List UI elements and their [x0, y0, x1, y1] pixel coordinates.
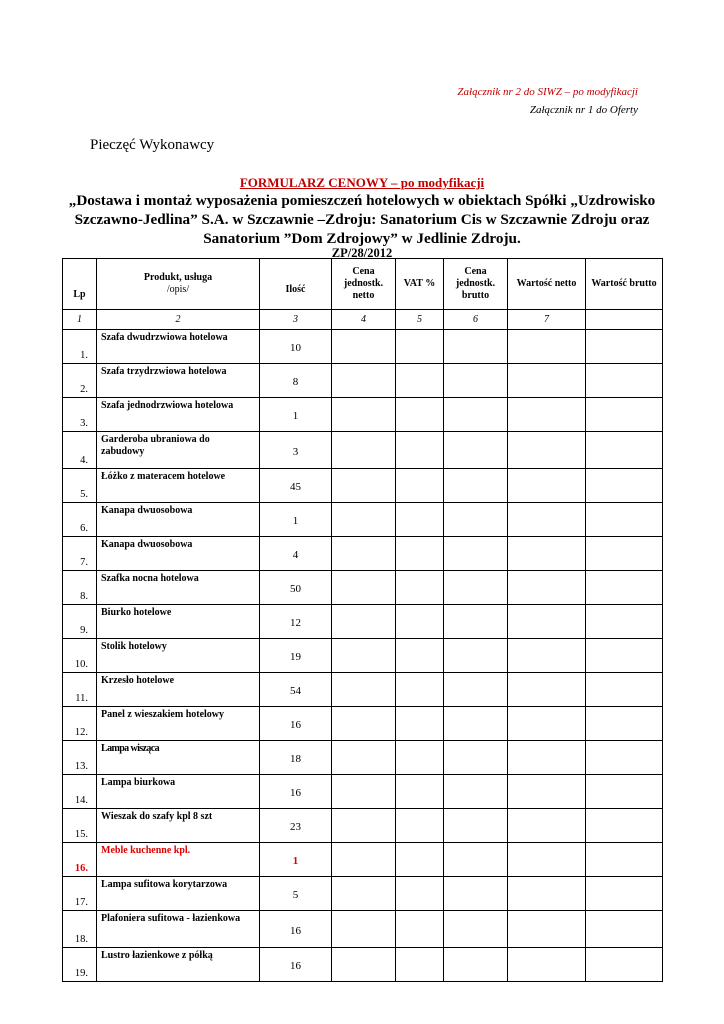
quantity: 54 — [260, 673, 332, 707]
product-name: Garderoba ubraniowa do zabudowy — [97, 432, 260, 469]
unit-net-price-cell[interactable] — [332, 330, 396, 364]
gross-value-cell[interactable] — [586, 741, 663, 775]
vat-cell[interactable] — [396, 741, 444, 775]
annex-reference-siwz: Załącznik nr 2 do SIWZ – po modyfikacji — [457, 86, 638, 98]
quantity: 1 — [260, 843, 332, 877]
vat-cell[interactable] — [396, 432, 444, 469]
quantity: 3 — [260, 432, 332, 469]
unit-net-price-cell[interactable] — [332, 639, 396, 673]
gross-value-cell[interactable] — [586, 503, 663, 537]
unit-net-price-cell[interactable] — [332, 605, 396, 639]
net-value-cell[interactable] — [508, 605, 586, 639]
row-number: 4. — [63, 432, 97, 469]
vat-cell[interactable] — [396, 948, 444, 982]
gross-value-cell[interactable] — [586, 639, 663, 673]
unit-gross-price-cell[interactable] — [444, 571, 508, 605]
table-row — [63, 809, 663, 843]
unit-gross-price-cell[interactable] — [444, 843, 508, 877]
header-lp: Lp — [63, 259, 97, 310]
product-name: Meble kuchenne kpl. — [97, 843, 260, 877]
table-row — [63, 432, 663, 469]
column-number: 3 — [260, 310, 332, 330]
product-name: Szafa trzydrzwiowa hotelowa — [97, 364, 260, 398]
net-value-cell[interactable] — [508, 364, 586, 398]
net-value-cell[interactable] — [508, 843, 586, 877]
product-name: Panel z wieszakiem hotelowy — [97, 707, 260, 741]
net-value-cell[interactable] — [508, 398, 586, 432]
unit-net-price-cell[interactable] — [332, 877, 396, 911]
row-number: 13. — [63, 741, 97, 775]
unit-net-price-cell[interactable] — [332, 911, 396, 948]
net-value-cell[interactable] — [508, 673, 586, 707]
vat-cell[interactable] — [396, 911, 444, 948]
unit-net-price-cell[interactable] — [332, 775, 396, 809]
table-row — [63, 775, 663, 809]
unit-gross-price-cell[interactable] — [444, 948, 508, 982]
column-number-row — [63, 310, 663, 330]
unit-net-price-cell[interactable] — [332, 571, 396, 605]
gross-value-cell[interactable] — [586, 673, 663, 707]
unit-gross-price-cell[interactable] — [444, 432, 508, 469]
unit-gross-price-cell[interactable] — [444, 707, 508, 741]
table-row — [63, 741, 663, 775]
column-number: 7 — [508, 310, 586, 330]
gross-value-cell[interactable] — [586, 911, 663, 948]
product-name: Szafa jednodrzwiowa hotelowa — [97, 398, 260, 432]
column-number — [586, 310, 663, 330]
column-number: 2 — [97, 310, 260, 330]
unit-net-price-cell[interactable] — [332, 707, 396, 741]
vat-cell[interactable] — [396, 673, 444, 707]
table-header-row — [63, 259, 663, 310]
product-name: Lampa biurkowa — [97, 775, 260, 809]
quantity: 45 — [260, 469, 332, 503]
header-net-value: Wartość netto — [508, 259, 586, 310]
column-number: 1 — [63, 310, 97, 330]
gross-value-cell[interactable] — [586, 877, 663, 911]
product-name: Szafa dwudrzwiowa hotelowa — [97, 330, 260, 364]
header-unit-gross-price: Cena jednostk. brutto — [444, 259, 508, 310]
table-row — [63, 877, 663, 911]
table-row — [63, 571, 663, 605]
product-name: Kanapa dwuosobowa — [97, 503, 260, 537]
unit-gross-price-cell[interactable] — [444, 469, 508, 503]
quantity: 5 — [260, 877, 332, 911]
vat-cell[interactable] — [396, 707, 444, 741]
gross-value-cell[interactable] — [586, 948, 663, 982]
quantity: 18 — [260, 741, 332, 775]
gross-value-cell[interactable] — [586, 809, 663, 843]
unit-net-price-cell[interactable] — [332, 537, 396, 571]
net-value-cell[interactable] — [508, 911, 586, 948]
table-row — [63, 469, 663, 503]
gross-value-cell[interactable] — [586, 605, 663, 639]
quantity: 16 — [260, 911, 332, 948]
product-name: Wieszak do szafy kpl 8 szt — [97, 809, 260, 843]
row-number: 6. — [63, 503, 97, 537]
net-value-cell[interactable] — [508, 432, 586, 469]
product-name: Stolik hotelowy — [97, 639, 260, 673]
quantity: 1 — [260, 503, 332, 537]
net-value-cell[interactable] — [508, 469, 586, 503]
product-name: Kanapa dwuosobowa — [97, 537, 260, 571]
row-number: 9. — [63, 605, 97, 639]
quantity: 1 — [260, 398, 332, 432]
quantity: 8 — [260, 364, 332, 398]
vat-cell[interactable] — [396, 605, 444, 639]
table-row — [63, 537, 663, 571]
row-number: 17. — [63, 877, 97, 911]
row-number: 11. — [63, 673, 97, 707]
header-quantity: Ilość — [260, 259, 332, 310]
header-gross-value: Wartość brutto — [586, 259, 663, 310]
gross-value-cell[interactable] — [586, 469, 663, 503]
net-value-cell[interactable] — [508, 741, 586, 775]
row-number: 3. — [63, 398, 97, 432]
gross-value-cell[interactable] — [586, 843, 663, 877]
unit-gross-price-cell[interactable] — [444, 911, 508, 948]
contractor-stamp-label: Pieczęć Wykonawcy — [90, 137, 215, 153]
unit-net-price-cell[interactable] — [332, 432, 396, 469]
row-number: 2. — [63, 364, 97, 398]
column-number: 6 — [444, 310, 508, 330]
product-name: Lampa sufitowa korytarzowa — [97, 877, 260, 911]
vat-cell[interactable] — [396, 877, 444, 911]
quantity: 23 — [260, 809, 332, 843]
gross-value-cell[interactable] — [586, 330, 663, 364]
unit-net-price-cell[interactable] — [332, 503, 396, 537]
quantity: 19 — [260, 639, 332, 673]
table-row — [63, 948, 663, 982]
row-number: 10. — [63, 639, 97, 673]
unit-net-price-cell[interactable] — [332, 398, 396, 432]
vat-cell[interactable] — [396, 364, 444, 398]
unit-net-price-cell[interactable] — [332, 673, 396, 707]
net-value-cell[interactable] — [508, 330, 586, 364]
net-value-cell[interactable] — [508, 503, 586, 537]
product-name: Plafoniera sufitowa - łazienkowa — [97, 911, 260, 948]
row-number: 5. — [63, 469, 97, 503]
unit-gross-price-cell[interactable] — [444, 503, 508, 537]
table-row — [63, 330, 663, 364]
row-number: 15. — [63, 809, 97, 843]
vat-cell[interactable] — [396, 571, 444, 605]
net-value-cell[interactable] — [508, 775, 586, 809]
unit-gross-price-cell[interactable] — [444, 537, 508, 571]
product-name: Lampa wisząca — [97, 741, 260, 775]
header-product: Produkt, usługa /opis/ — [97, 259, 260, 310]
table-row — [63, 364, 663, 398]
unit-gross-price-cell[interactable] — [444, 877, 508, 911]
form-title: FORMULARZ CENOWY – po modyfikacji — [239, 175, 485, 190]
vat-cell[interactable] — [396, 537, 444, 571]
unit-net-price-cell[interactable] — [332, 843, 396, 877]
unit-net-price-cell[interactable] — [332, 809, 396, 843]
gross-value-cell[interactable] — [586, 775, 663, 809]
column-number: 4 — [332, 310, 396, 330]
vat-cell[interactable] — [396, 503, 444, 537]
vat-cell[interactable] — [396, 843, 444, 877]
header-vat: VAT % — [396, 259, 444, 310]
quantity: 16 — [260, 948, 332, 982]
unit-gross-price-cell[interactable] — [444, 741, 508, 775]
product-name: Biurko hotelowe — [97, 605, 260, 639]
tender-reference-number: ZP/28/2012 — [331, 246, 393, 260]
table-row — [63, 639, 663, 673]
table-row — [63, 673, 663, 707]
row-number: 12. — [63, 707, 97, 741]
unit-net-price-cell[interactable] — [332, 364, 396, 398]
gross-value-cell[interactable] — [586, 432, 663, 469]
annex-reference-offer: Załącznik nr 1 do Oferty — [529, 104, 638, 116]
table-row — [63, 707, 663, 741]
row-number: 7. — [63, 537, 97, 571]
unit-net-price-cell[interactable] — [332, 741, 396, 775]
unit-gross-price-cell[interactable] — [444, 639, 508, 673]
quantity: 10 — [260, 330, 332, 364]
table-row — [63, 503, 663, 537]
column-number: 5 — [396, 310, 444, 330]
unit-gross-price-cell[interactable] — [444, 398, 508, 432]
product-name: Lustro łazienkowe z półką — [97, 948, 260, 982]
row-number: 18. — [63, 911, 97, 948]
unit-gross-price-cell[interactable] — [444, 330, 508, 364]
quantity: 50 — [260, 571, 332, 605]
quantity: 4 — [260, 537, 332, 571]
table-row — [63, 398, 663, 432]
vat-cell[interactable] — [396, 809, 444, 843]
quantity: 12 — [260, 605, 332, 639]
quantity: 16 — [260, 775, 332, 809]
tender-heading: „Dostawa i montaż wyposażenia pomieszczeń hotelowych w obiektach Spółki „Uzdrowisko Szczawno-Jedlina” S.A. w Szczawnie –Zdroju: Sanatorium Cis w Szczawnie Zdroju oraz Sanatorium ”Dom Zdrojowy” w Jedlinie Zdroju. — [68, 192, 656, 247]
header-unit-net-price: Cena jednostk. netto — [332, 259, 396, 310]
gross-value-cell[interactable] — [586, 537, 663, 571]
product-name: Krzesło hotelowe — [97, 673, 260, 707]
table-row — [63, 843, 663, 877]
header-product-sub: /opis/ — [166, 284, 190, 295]
row-number: 14. — [63, 775, 97, 809]
gross-value-cell[interactable] — [586, 364, 663, 398]
net-value-cell[interactable] — [508, 877, 586, 911]
net-value-cell[interactable] — [508, 571, 586, 605]
vat-cell[interactable] — [396, 469, 444, 503]
net-value-cell[interactable] — [508, 948, 586, 982]
unit-net-price-cell[interactable] — [332, 469, 396, 503]
vat-cell[interactable] — [396, 398, 444, 432]
gross-value-cell[interactable] — [586, 398, 663, 432]
gross-value-cell[interactable] — [586, 707, 663, 741]
price-table — [62, 258, 663, 982]
row-number: 19. — [63, 948, 97, 982]
product-name: Szafka nocna hotelowa — [97, 571, 260, 605]
table-row — [63, 911, 663, 948]
unit-net-price-cell[interactable] — [332, 948, 396, 982]
unit-gross-price-cell[interactable] — [444, 605, 508, 639]
row-number: 8. — [63, 571, 97, 605]
gross-value-cell[interactable] — [586, 571, 663, 605]
unit-gross-price-cell[interactable] — [444, 673, 508, 707]
vat-cell[interactable] — [396, 639, 444, 673]
unit-gross-price-cell[interactable] — [444, 364, 508, 398]
net-value-cell[interactable] — [508, 537, 586, 571]
unit-gross-price-cell[interactable] — [444, 809, 508, 843]
net-value-cell[interactable] — [508, 707, 586, 741]
row-number: 1. — [63, 330, 97, 364]
vat-cell[interactable] — [396, 775, 444, 809]
vat-cell[interactable] — [396, 330, 444, 364]
product-name: Łóżko z materacem hotelowe — [97, 469, 260, 503]
unit-gross-price-cell[interactable] — [444, 775, 508, 809]
net-value-cell[interactable] — [508, 639, 586, 673]
row-number: 16. — [63, 843, 97, 877]
net-value-cell[interactable] — [508, 809, 586, 843]
quantity: 16 — [260, 707, 332, 741]
table-row — [63, 605, 663, 639]
